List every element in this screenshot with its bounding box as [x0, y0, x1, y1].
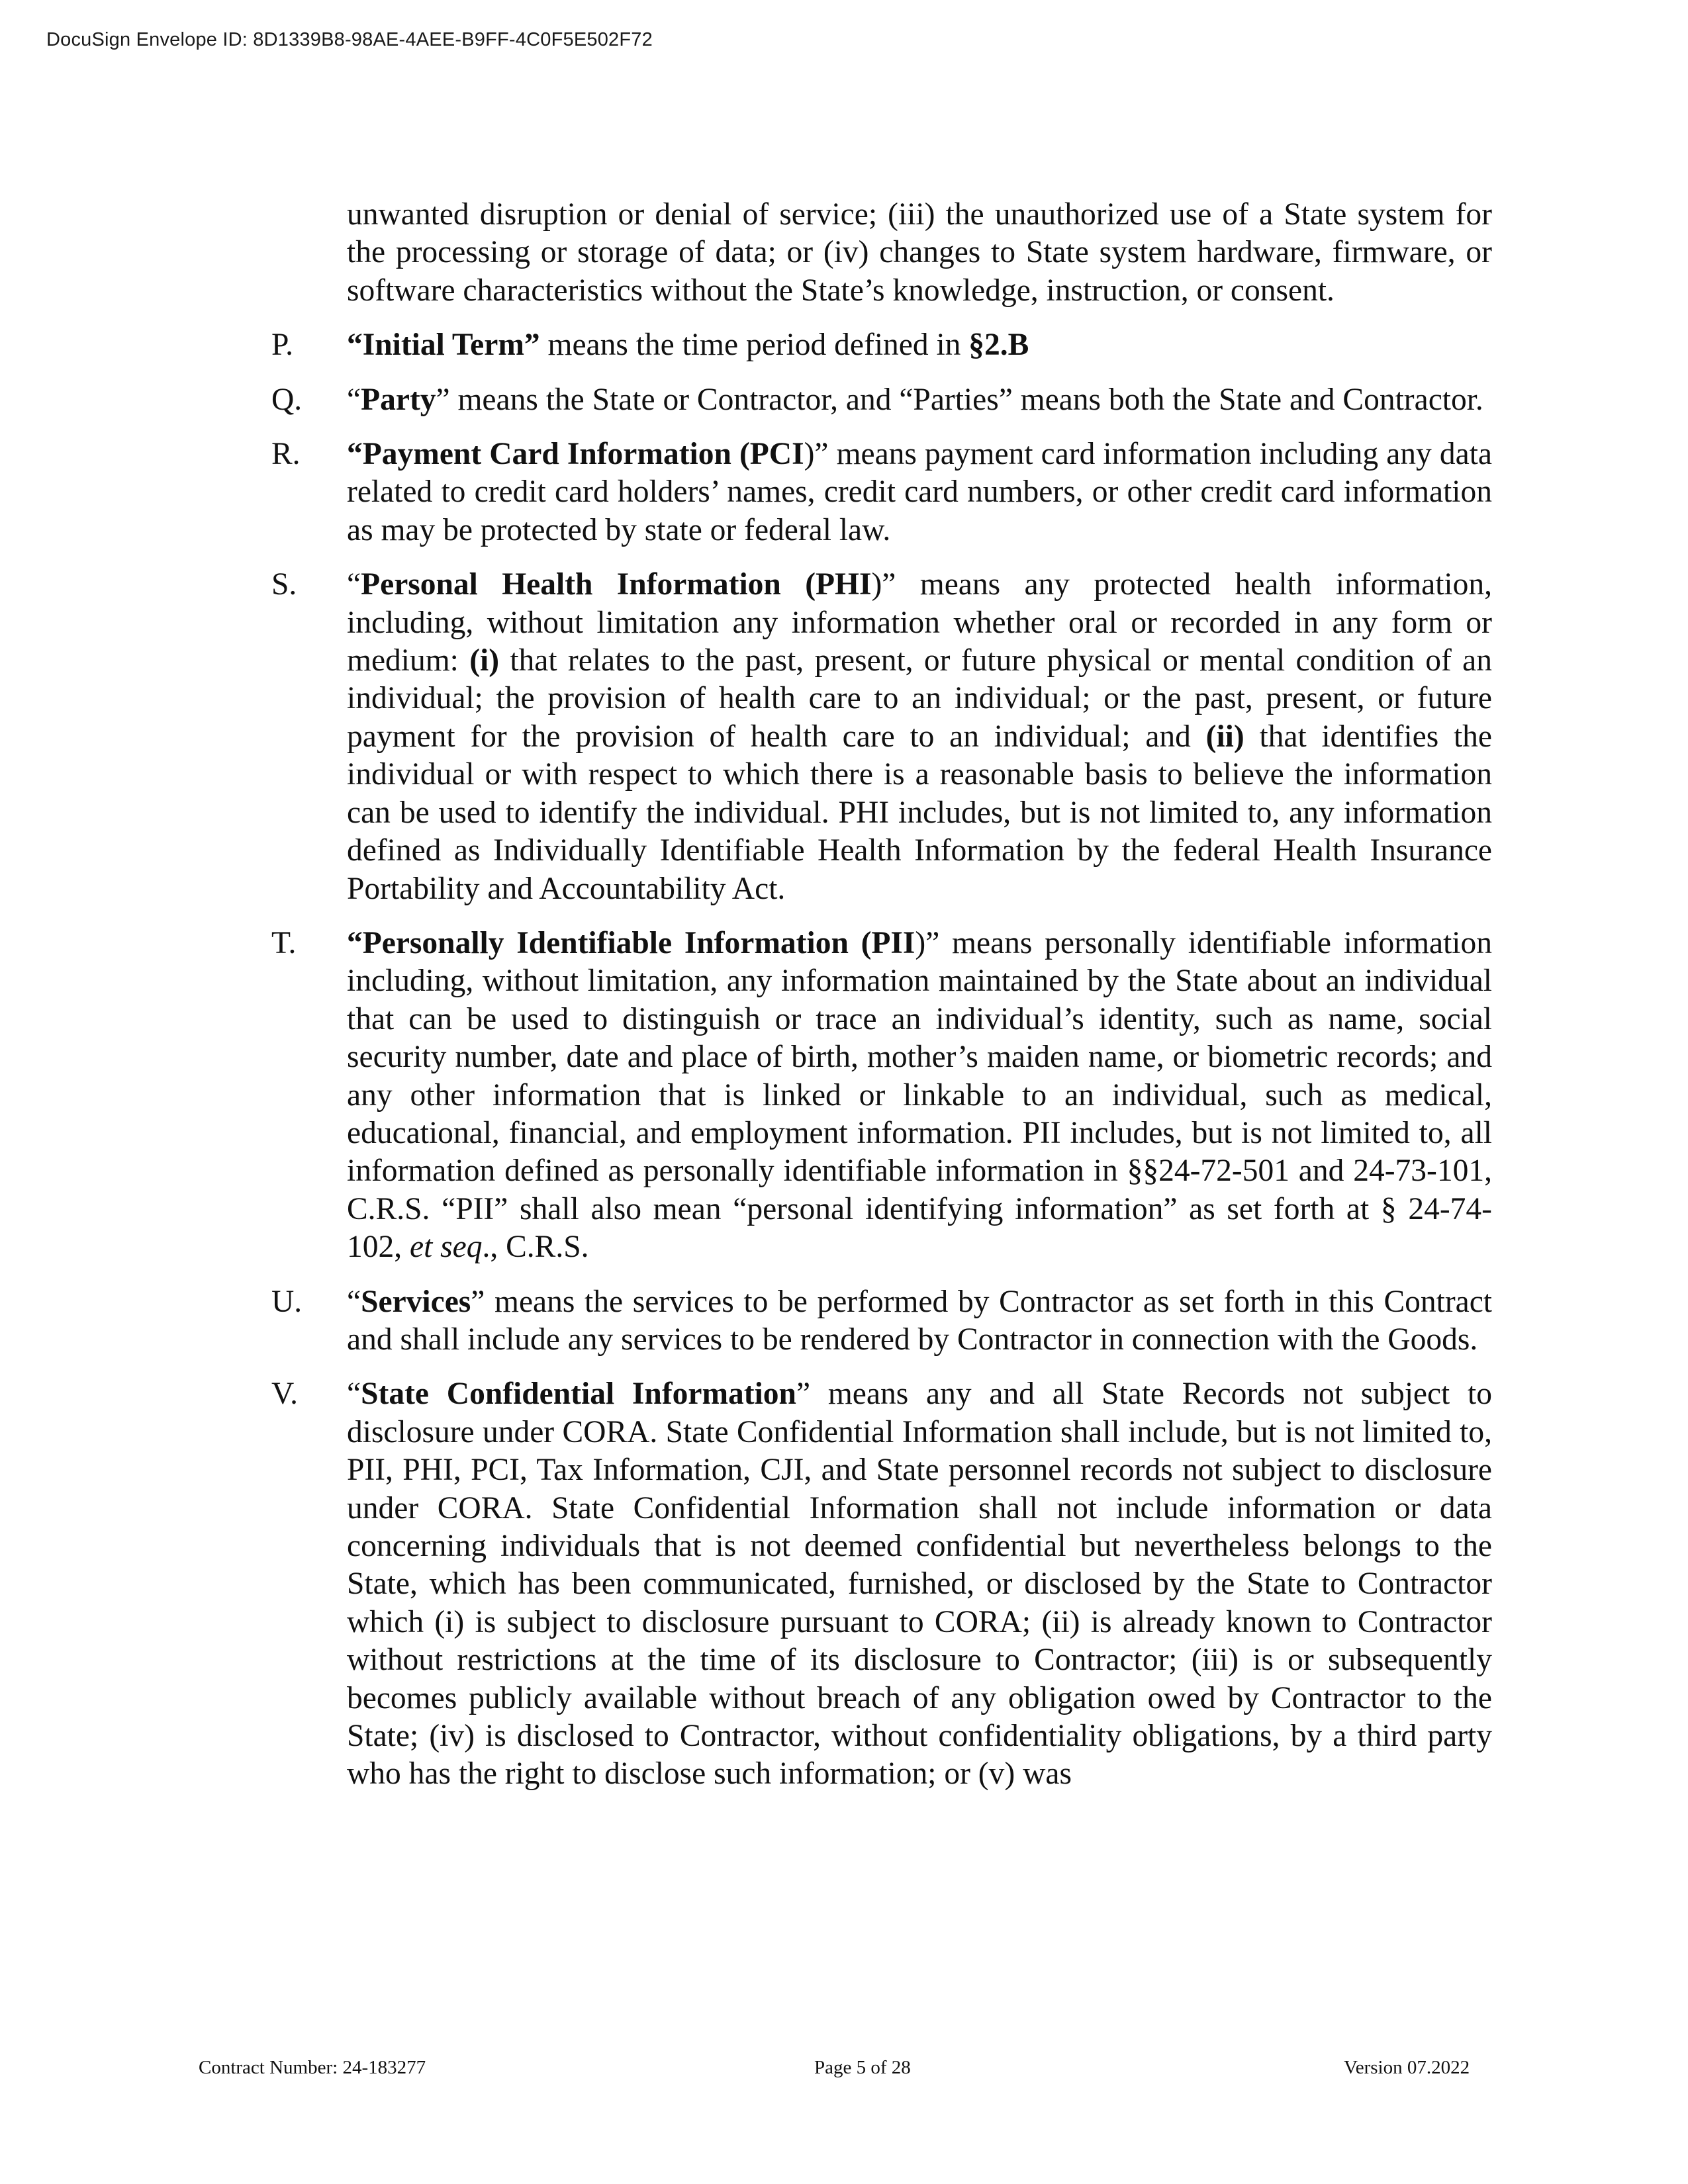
- docusign-envelope-id: DocuSign Envelope ID: 8D1339B8-98AE-4AEE-B9FF-4C0F5E502F72: [46, 29, 653, 50]
- defined-term: “Initial Term”: [347, 328, 540, 363]
- definition-letter: T.: [271, 925, 297, 960]
- clause-marker: (ii): [1205, 719, 1244, 754]
- clause-marker: (i): [469, 643, 500, 678]
- page-number: Page 5 of 28: [814, 2057, 911, 2078]
- definition-letter: Q.: [271, 382, 303, 417]
- definition-letter: S.: [271, 567, 297, 602]
- defined-term: “Personally Identifiable Information (PII: [347, 925, 915, 960]
- definition-letter: V.: [271, 1377, 299, 1412]
- definition-text: “Personally Identifiable Information (PII)” means personally identifiable information including, without limitation, any information maintained by the State about an individual that can be used to distinguish or trace an individual’s identity, such as name, social security number, date and place of birth, mother’s maiden name, or biometric records; and any other information that is linked or linkable to an individual, such as medical, educational, financial, and employment information. PII includes, but is not limited to, all information defined as personally identifiable information in §§24-72-501 and 24-73-101, C.R.S. “PII” shall also mean “personal identifying information” as set forth at § 24-74-102, et seq., C.R.S.: [347, 925, 1492, 1265]
- definition-r: [0, 435, 1688, 549]
- definition-text: “Initial Term” means the time period defined in §2.B: [347, 328, 1029, 363]
- definition-p: [0, 326, 1688, 364]
- definition-q: [0, 381, 1688, 419]
- section-reference: §2.B: [968, 328, 1029, 363]
- definition-v: [0, 1375, 1688, 1793]
- defined-term: Services: [361, 1284, 471, 1319]
- definition-text: “Personal Health Information (PHI)” means any protected health information, including, without limitation any information whether oral or recorded in any form or medium: (i) that relates to the past, present, or future physical or mental condition of an individual; the provision of health care to an individual; or the past, present, or future payment for the provision of health care to an individual; and (ii) that identifies the individual or with respect to which there is a reasonable basis to believe the information can be used to identify the individual. PHI includes, but is not limited to, any information defined as Individually Identifiable Health Information by the federal Health Insurance Portability and Accountability Act.: [347, 567, 1493, 906]
- defined-term: “Payment Card Information (PCI: [347, 437, 804, 472]
- defined-term: State Confidential Information: [361, 1377, 796, 1412]
- definition-text: “Services” means the services to be performed by Contractor as set forth in this Contract and shall include any services to be rendered by Contractor in connection with the Goods.: [347, 1284, 1492, 1357]
- continuation-paragraph: unwanted disruption or denial of service; (iii) the unauthorized use of a State system for the processing or storage of data; or (iv) changes to State system hardware, firmware, or software characteristics without the State’s knowledge, instruction, or consent.: [347, 197, 1492, 308]
- definition-u: [0, 1283, 1688, 1359]
- definition-s: [0, 566, 1688, 908]
- defined-term: Party: [361, 382, 436, 417]
- italic-latin: et seq: [410, 1230, 483, 1265]
- definition-letter: R.: [271, 437, 301, 472]
- definition-letter: U.: [271, 1284, 303, 1319]
- definition-text: “State Confidential Information” means any and all State Records not subject to disclosure under CORA. State Confidential Information shall include, but is not limited to, PII, PHI, PCI, Tax Information, CJI, and State personnel records not subject to disclosure under CORA. State Confidential Information shall not include information or data concerning individuals that is not deemed confidential but nevertheless belongs to the State, which has been communicated, furnished, or disclosed by the State to Contractor which (i) is subject to disclosure pursuant to CORA; (ii) is already known to Contractor without restrictions at the time of its disclosure to Contractor; (iii) is or subsequently becomes publicly available without breach of any obligation owed by Contractor to the State; (iv) is disclosed to Contractor, without confidentiality obligations, by a third party who has the right to disclose such information; or (v) was: [347, 1377, 1492, 1792]
- definition-text: “Payment Card Information (PCI)” means payment card information including any data related to credit card holders’ names, credit card numbers, or other credit card information as may be protected by state or federal law.: [347, 437, 1492, 547]
- document-body: [0, 196, 1688, 1794]
- definition-letter: P.: [271, 328, 294, 363]
- definition-text: “Party” means the State or Contractor, and “Parties” means both the State and Contractor.: [347, 382, 1483, 417]
- defined-term: Personal Health Information (PHI: [361, 567, 872, 602]
- contract-number: Contract Number: 24-183277: [199, 2057, 426, 2078]
- version-label: Version 07.2022: [1344, 2057, 1470, 2078]
- definition-t: [0, 925, 1688, 1267]
